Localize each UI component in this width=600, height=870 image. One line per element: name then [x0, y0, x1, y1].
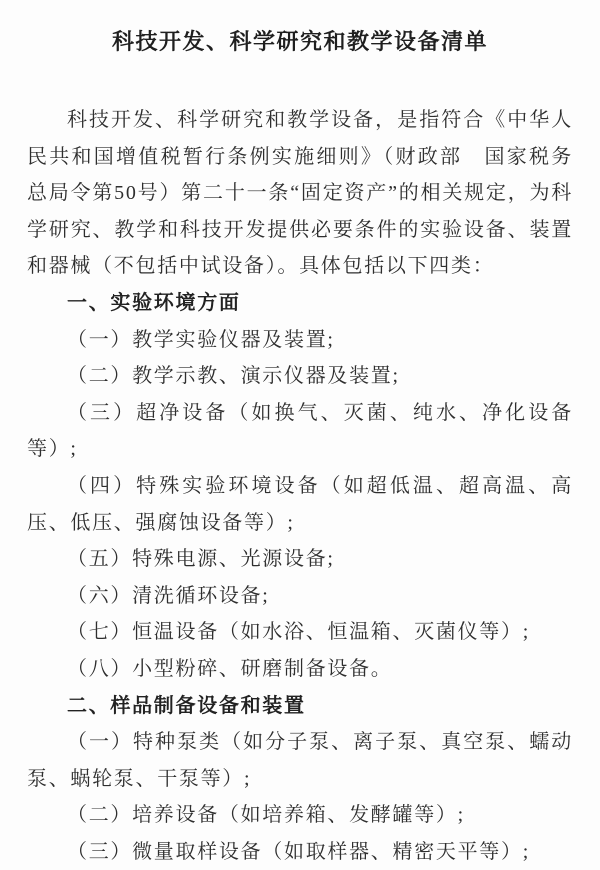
list-item-1-6: （六）清洗循环设备; — [67, 584, 270, 607]
list-item-2-3: （三）微量取样设备（如取样器、精密天平等）; — [67, 840, 530, 863]
list-item-1-8: （八）小型粉碎、研磨制备设备。 — [67, 657, 393, 680]
document-title: 科技开发、科学研究和教学设备清单 — [111, 29, 488, 54]
list-item-1-4: （四）特殊实验环境设备（如超低温、超高温、高压、低压、强腐蚀设备等）; — [27, 474, 573, 534]
list-item-2-1: （一）特种泵类（如分子泵、离子泵、真空泵、蠕动泵、蜗轮泵、干泵等）; — [27, 731, 573, 790]
list-item-1-1: （一）教学实验仪器及装置; — [67, 328, 335, 351]
intro-paragraph: 科技开发、科学研究和教学设备，是指符合《中华人民共和国增值税暂行条例实施细则》（财政部 国家税务总局令第50号）第二十一条“固定资产”的相关规定，为科学研究、教学和科技开发提供必要条件的实验设备、装置和器械（不包括中试设备）。具体包括以下四类： — [27, 109, 573, 278]
list-item-1-3: （三）超净设备（如换气、灭菌、纯水、净化设备等）; — [27, 401, 573, 461]
list-item-1-7: （七）恒温设备（如水浴、恒温箱、灭菌仪等）; — [67, 621, 530, 644]
list-item-1-5: （五）特殊电源、光源设备; — [67, 548, 335, 571]
list-item-1-2: （二）教学示教、演示仪器及装置; — [67, 365, 400, 388]
section-2-heading: 二、样品制备设备和装置 — [67, 694, 306, 717]
list-item-2-2: （二）培养设备（如培养箱、发酵罐等）; — [67, 804, 465, 827]
section-1-heading: 一、实验环境方面 — [67, 291, 241, 314]
